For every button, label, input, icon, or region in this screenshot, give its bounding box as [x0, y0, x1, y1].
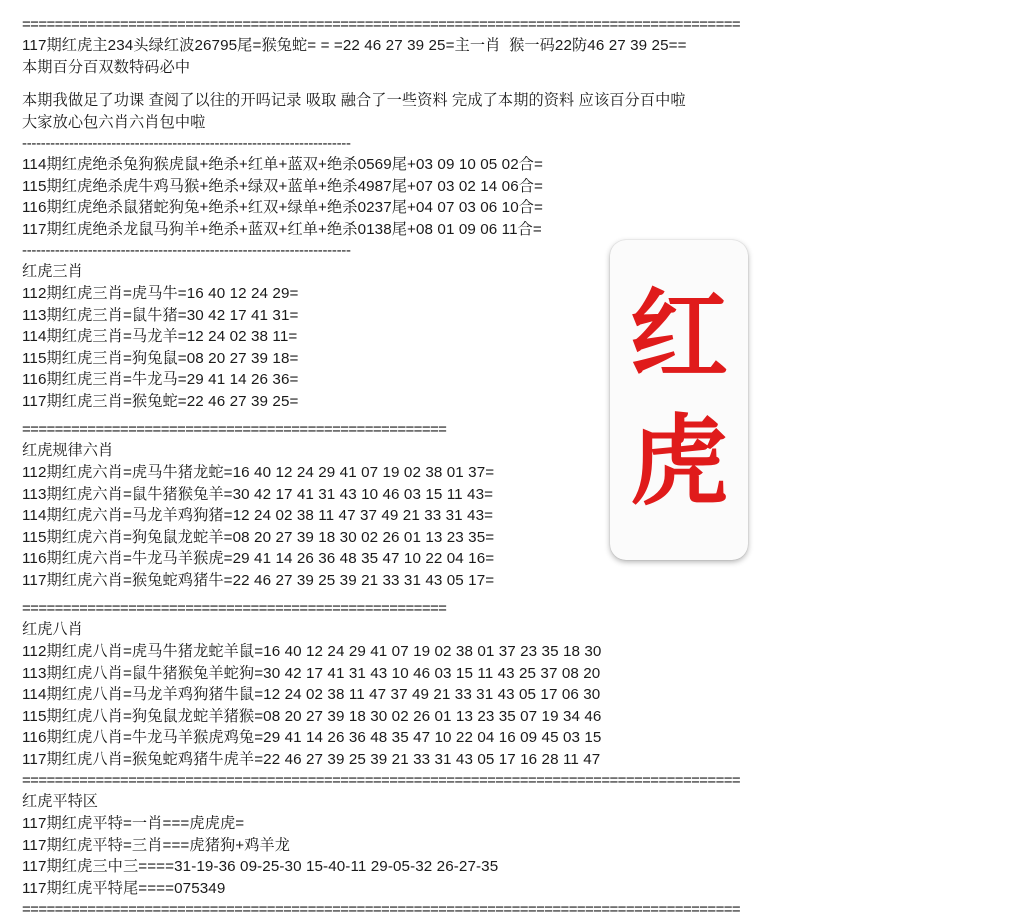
- section-title-pingte: 红虎平特区: [22, 793, 98, 810]
- separator-equals-baxiao: ========================================================================================: [22, 772, 741, 789]
- spacer-3: [22, 591, 1002, 598]
- baxiao-line-3: 114期红虎八肖=马龙羊鸡狗猪牛鼠=12 24 02 38 11 47 37 49 21 33 31 43 05 17 06 30: [22, 686, 601, 703]
- logo-glyph-stack: [610, 240, 748, 560]
- header-line-2: 本期百分百双数特码必中: [22, 58, 191, 76]
- separator-dashes-bottom: ----------------------------------------------------------------------: [22, 242, 351, 259]
- separator-equals-top: ========================================================================================: [22, 16, 741, 33]
- baxiao-line-1: 112期红虎八肖=虎马牛猪龙蛇羊鼠=16 40 12 24 29 41 07 19 02 38 01 37 23 35 18 30: [22, 643, 602, 660]
- liuxiao-line-2: 113期红虎六肖=鼠牛猪猴兔羊=30 42 17 41 31 43 10 46 03 15 11 43=: [22, 485, 494, 503]
- sanxiao-line-6: 117期红虎三肖=猴兔蛇=22 46 27 39 25=: [22, 392, 299, 410]
- separator-dashes-top: ----------------------------------------------------------------------: [22, 135, 351, 152]
- pingte-line-2: 117期红虎平特=三肖===虎猪狗+鸡羊龙: [22, 836, 291, 854]
- baxiao-line-2: 113期红虎八肖=鼠牛猪猴兔羊蛇狗=30 42 17 41 31 43 10 46 03 15 11 43 25 37 08 20: [22, 664, 601, 682]
- section-title-baxiao: 红虎八肖: [22, 621, 83, 638]
- pingte-line-4: 117期红虎平特尾====075349: [22, 879, 226, 897]
- spacer-1: [22, 78, 1002, 90]
- pingte-line-3: 117期红虎三中三====31-19-36 09-25-30 15-40-11 29-05-32 26-27-35: [22, 858, 499, 875]
- sanxiao-line-2: 113期红虎三肖=鼠牛猪=30 42 17 41 31=: [22, 306, 299, 324]
- juesha-line-4: 117期红虎绝杀龙鼠马狗羊+绝杀+蓝双+红单+绝杀0138尾+08 01 09 06 11合=: [22, 220, 542, 238]
- liuxiao-line-5: 116期红虎六肖=牛龙马羊猴虎=29 41 14 26 36 48 35 47 10 22 04 16=: [22, 550, 495, 567]
- intro-line-2: 大家放心包六肖六肖包中啦: [22, 113, 206, 131]
- baxiao-line-5: 116期红虎八肖=牛龙马羊猴虎鸡兔=29 41 14 26 36 48 35 47 10 22 04 16 09 45 03 15: [22, 729, 602, 746]
- section-title-liuxiao: 红虎规律六肖: [22, 442, 114, 459]
- liuxiao-line-1: 112期红虎六肖=虎马牛猪龙蛇=16 40 12 24 29 41 07 19 02 38 01 37=: [22, 464, 495, 481]
- sanxiao-line-1: 112期红虎三肖=虎马牛=16 40 12 24 29=: [22, 285, 299, 302]
- sanxiao-line-5: 116期红虎三肖=牛龙马=29 41 14 26 36=: [22, 371, 299, 388]
- intro-line-1: 本期我做足了功课 查阅了以往的开吗记录 吸取 融合了一些资料 完成了本期的资料 应该百分百中啦: [22, 92, 686, 109]
- header-line-1: 117期红虎主234头绿红波26795尾=猴兔蛇= = =22 46 27 39 25=主一肖 猴一码22防46 27 39 25==: [22, 37, 687, 54]
- logo-char-hu: 虎: [629, 405, 728, 519]
- sanxiao-line-4: 115期红虎三肖=狗兔鼠=08 20 27 39 18=: [22, 349, 299, 367]
- baxiao-line-6: 117期红虎八肖=猴兔蛇鸡猪牛虎羊=22 46 27 39 25 39 21 33 31 43 05 17 16 28 11 47: [22, 750, 601, 768]
- separator-equals-bottom: ========================================================================================: [22, 901, 741, 918]
- liuxiao-line-3: 114期红虎六肖=马龙羊鸡狗猪=12 24 02 38 11 47 37 49 21 33 31 43=: [22, 507, 494, 524]
- liuxiao-line-4: 115期红虎六肖=狗兔鼠龙蛇羊=08 20 27 39 18 30 02 26 01 13 23 35=: [22, 528, 495, 546]
- separator-equals-sanxiao: ====================================================: [22, 421, 447, 438]
- juesha-line-3: 116期红虎绝杀鼠猪蛇狗兔+绝杀+红双+绿单+绝杀0237尾+04 07 03 06 10合=: [22, 199, 544, 216]
- document-text-column: [22, 14, 1002, 920]
- liuxiao-line-6: 117期红虎六肖=猴兔蛇鸡猪牛=22 46 27 39 25 39 21 33 31 43 05 17=: [22, 571, 495, 589]
- baxiao-line-4: 115期红虎八肖=狗兔鼠龙蛇羊猪猴=08 20 27 39 18 30 02 26 01 13 23 35 07 19 34 46: [22, 707, 602, 725]
- logo-char-hong: 红: [629, 279, 728, 394]
- red-tiger-logo-card: [610, 240, 748, 560]
- pingte-line-1: 117期红虎平特=一肖===虎虎虎=: [22, 815, 245, 832]
- separator-equals-liuxiao: ====================================================: [22, 600, 447, 617]
- section-title-sanxiao: 红虎三肖: [22, 263, 83, 280]
- juesha-line-1: 114期红虎绝杀兔狗猴虎鼠+绝杀+红单+蓝双+绝杀0569尾+03 09 10 05 02合=: [22, 156, 544, 173]
- sanxiao-line-3: 114期红虎三肖=马龙羊=12 24 02 38 11=: [22, 328, 298, 345]
- spacer-2: [22, 412, 1002, 419]
- juesha-line-2: 115期红虎绝杀虎牛鸡马猴+绝杀+绿双+蓝单+绝杀4987尾+07 03 02 14 06合=: [22, 177, 544, 195]
